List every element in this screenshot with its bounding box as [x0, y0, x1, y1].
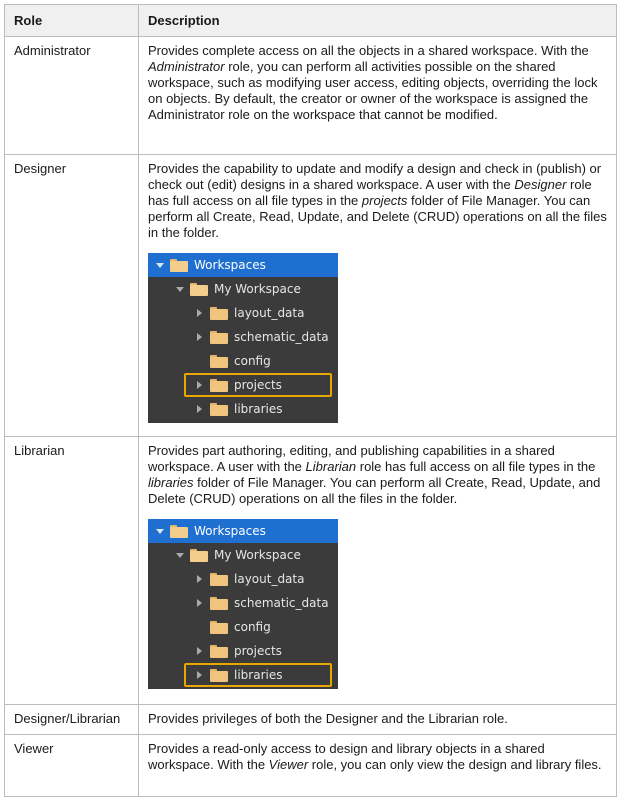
- role-cell: Viewer: [5, 735, 139, 797]
- header-role: Role: [5, 5, 139, 37]
- table-row: [5, 37, 617, 155]
- folder-open-icon: [170, 525, 188, 538]
- tree-node[interactable]: [148, 543, 338, 567]
- role-cell: Librarian: [5, 437, 139, 705]
- tree-node-label: libraries: [234, 668, 283, 682]
- tree-node-label: My Workspace: [214, 548, 301, 562]
- folder-icon: [210, 597, 228, 610]
- file-manager-tree-librarian: [148, 519, 338, 689]
- table-header-row: [5, 5, 617, 37]
- folder-icon: [210, 645, 228, 658]
- folder-open-icon: [190, 283, 208, 296]
- chevron-right-icon[interactable]: [194, 663, 206, 687]
- chevron-down-icon[interactable]: [174, 543, 186, 567]
- tree-node[interactable]: [148, 325, 338, 349]
- chevron-right-icon[interactable]: [194, 373, 206, 397]
- chevron-right-icon[interactable]: [194, 639, 206, 663]
- file-manager-tree-designer: [148, 253, 338, 423]
- table-row: [5, 155, 617, 437]
- tree-node-label: libraries: [234, 402, 283, 416]
- tree-node[interactable]: [184, 373, 332, 397]
- chevron-right-icon[interactable]: [194, 325, 206, 349]
- tree-node[interactable]: [184, 663, 332, 687]
- folder-icon: [210, 573, 228, 586]
- description-cell: Provides the capability to update and modify a design and check in (publish) or check out (edit) designs in a shared workspace. A user with the Designer role has full access on all file types in the projects folder of File Manager. You can perform all Create, Read, Update, and Delete (CRUD) operations on all the files in the folder. Workspaces My Workspace layout_data schematic_data config projects libraries: [139, 155, 617, 437]
- tree-node[interactable]: [148, 301, 338, 325]
- tree-node-label: layout_data: [234, 306, 305, 320]
- tree-node[interactable]: [148, 615, 338, 639]
- tree-node[interactable]: [148, 397, 338, 421]
- chevron-down-icon[interactable]: [174, 277, 186, 301]
- folder-open-icon: [170, 259, 188, 272]
- folder-icon: [210, 669, 228, 682]
- table-row: [5, 735, 617, 797]
- tree-node-label: Workspaces: [194, 524, 266, 538]
- tree-node-label: config: [234, 620, 271, 634]
- chevron-down-icon[interactable]: [154, 253, 166, 277]
- tree-node-label: schematic_data: [234, 330, 329, 344]
- tree-node[interactable]: [148, 639, 338, 663]
- header-description: Description: [139, 5, 617, 37]
- tree-node[interactable]: [148, 519, 338, 543]
- chevron-right-icon[interactable]: [194, 591, 206, 615]
- tree-node-label: config: [234, 354, 271, 368]
- folder-icon: [210, 307, 228, 320]
- chevron-down-icon[interactable]: [154, 519, 166, 543]
- roles-table: [4, 4, 617, 797]
- tree-node-label: Workspaces: [194, 258, 266, 272]
- table-row: [5, 437, 617, 705]
- folder-open-icon: [190, 549, 208, 562]
- role-cell: Designer/Librarian: [5, 705, 139, 735]
- chevron-right-icon[interactable]: [194, 567, 206, 591]
- role-cell: Designer: [5, 155, 139, 437]
- chevron-right-icon[interactable]: [194, 301, 206, 325]
- tree-node-label: layout_data: [234, 572, 305, 586]
- folder-icon: [210, 403, 228, 416]
- description-cell: Provides a read-only access to design and library objects in a shared workspace. With the Viewer role, you can only view the design and library files.: [139, 735, 617, 797]
- tree-node[interactable]: [148, 277, 338, 301]
- description-cell: Provides complete access on all the objects in a shared workspace. With the Administrator role, you can perform all activities possible on the shared workspace, such as modifying user access, editing objects, overriding the lock on objects. By default, the creator or owner of the workspace is assigned the Administrator role on the workspace that cannot be modified.: [139, 37, 617, 155]
- tree-node[interactable]: [148, 591, 338, 615]
- tree-node-label: My Workspace: [214, 282, 301, 296]
- description-cell: Provides privileges of both the Designer and the Librarian role.: [139, 705, 617, 735]
- chevron-right-icon[interactable]: [194, 397, 206, 421]
- table-row: [5, 705, 617, 735]
- tree-node[interactable]: [148, 567, 338, 591]
- role-cell: Administrator: [5, 37, 139, 155]
- tree-node-label: projects: [234, 378, 282, 392]
- folder-icon: [210, 331, 228, 344]
- tree-node[interactable]: [148, 253, 338, 277]
- folder-icon: [210, 355, 228, 368]
- tree-node[interactable]: [148, 349, 338, 373]
- tree-node-label: schematic_data: [234, 596, 329, 610]
- folder-icon: [210, 379, 228, 392]
- folder-icon: [210, 621, 228, 634]
- tree-node-label: projects: [234, 644, 282, 658]
- description-cell: Provides part authoring, editing, and publishing capabilities in a shared workspace. A user with the Librarian role has full access on all file types in the libraries folder of File Manager. You can perform all Create, Read, Update, and Delete (CRUD) operations on all the files in the folder. Workspaces My Workspace layout_data schematic_data config projects libraries: [139, 437, 617, 705]
